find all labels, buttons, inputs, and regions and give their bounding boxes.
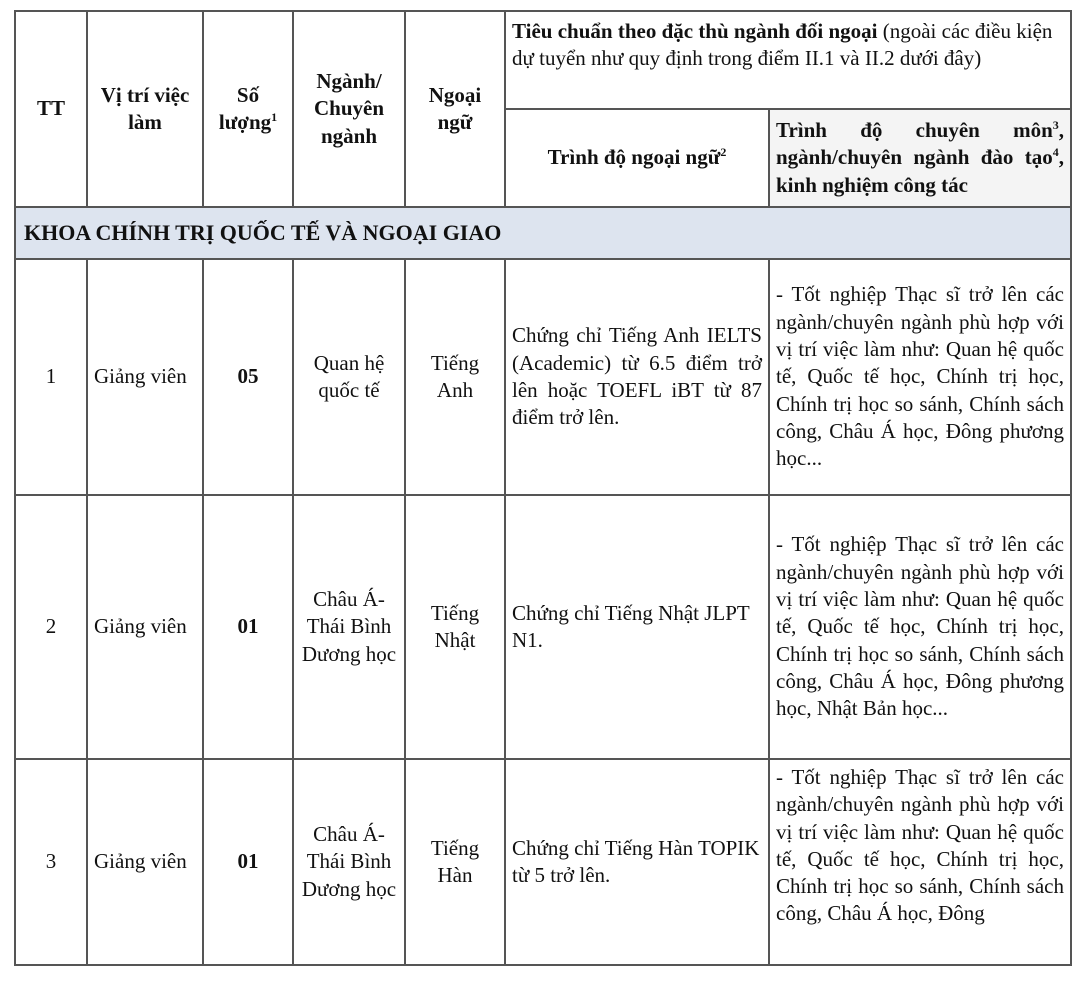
row-tt: 1 xyxy=(15,259,87,495)
row-language: Tiếng Hàn xyxy=(405,759,505,965)
col-header-language: Ngoại ngữ xyxy=(405,11,505,207)
row-quantity: 05 xyxy=(203,259,293,495)
section-row xyxy=(15,207,1071,259)
row-tt: 3 xyxy=(15,759,87,965)
row-position: Giảng viên xyxy=(87,495,203,759)
footnote-mark: 1 xyxy=(271,110,278,124)
criteria-note: (ngoài các điều kiện dự tuyển như quy định trong điểm II.1 và II.2 dưới đây) xyxy=(512,19,1053,71)
criteria-title: Tiêu chuẩn theo đặc thù ngành đối ngoại xyxy=(512,19,878,43)
footnote-mark: 2 xyxy=(720,145,727,160)
lang-level-label: Trình độ ngoại ngữ xyxy=(547,145,721,170)
row-lang-level: Chứng chỉ Tiếng Nhật JLPT N1. xyxy=(505,495,769,759)
col-header-major: Ngành/ Chuyên ngành xyxy=(293,11,405,207)
row-position: Giảng viên xyxy=(87,259,203,495)
row-major: Châu Á- Thái Bình Dương học xyxy=(293,759,405,965)
row-requirements: - Tốt nghiệp Thạc sĩ trở lên các ngành/chuyên ngành phù hợp với vị trí việc làm như: Quan hệ quốc tế, Quốc tế học, Chính trị học, Chính trị học so sánh, Chính sách công, Châu Á học, Đông xyxy=(769,759,1071,965)
quantity-label: Số lượng xyxy=(218,82,272,134)
row-tt: 2 xyxy=(15,495,87,759)
footnote-mark: 3 xyxy=(1052,118,1059,133)
col-header-criteria xyxy=(505,11,1071,109)
col-header-position: Vị trí việc làm xyxy=(87,11,203,207)
row-requirements: - Tốt nghiệp Thạc sĩ trở lên các ngành/chuyên ngành phù hợp với vị trí việc làm như: Quan hệ quốc tế, Quốc tế học, Chính trị học, Chính trị học so sánh, Chính sách công, Châu Á học, Đông phương học, Nhật Bản học... xyxy=(769,495,1071,759)
expertise-label-c: , kinh nghiệm công tác xyxy=(776,145,1064,197)
table-row xyxy=(15,759,1071,965)
recruitment-table xyxy=(14,10,1072,966)
row-quantity: 01 xyxy=(203,495,293,759)
col-header-quantity xyxy=(203,11,293,207)
footnote-mark: 4 xyxy=(1052,145,1059,160)
section-title: KHOA CHÍNH TRỊ QUỐC TẾ VÀ NGOẠI GIAO xyxy=(15,207,1071,259)
col-header-lang-level xyxy=(505,109,769,207)
row-major: Châu Á- Thái Bình Dương học xyxy=(293,495,405,759)
row-requirements: - Tốt nghiệp Thạc sĩ trở lên các ngành/chuyên ngành phù hợp với vị trí việc làm như: Quan hệ quốc tế, Quốc tế học, Chính trị học, Chính trị học so sánh, Chính sách công, Châu Á học, Đông phương học... xyxy=(769,259,1071,495)
expertise-label-b: , ngành/chuyên ngành đào tạo xyxy=(776,118,1064,170)
row-language: Tiếng Anh xyxy=(405,259,505,495)
row-lang-level: Chứng chỉ Tiếng Hàn TOPIK từ 5 trở lên. xyxy=(505,759,769,965)
row-language: Tiếng Nhật xyxy=(405,495,505,759)
header-row-1 xyxy=(15,11,1071,109)
expertise-label-a: Trình độ chuyên môn xyxy=(776,118,1053,143)
col-header-expertise xyxy=(769,109,1071,207)
table-row xyxy=(15,495,1071,759)
row-lang-level: Chứng chỉ Tiếng Anh IELTS (Academic) từ 6.5 điểm trở lên hoặc TOEFL iBT từ 87 điểm trở lên. xyxy=(505,259,769,495)
row-quantity: 01 xyxy=(203,759,293,965)
row-position: Giảng viên xyxy=(87,759,203,965)
table-row xyxy=(15,259,1071,495)
row-major: Quan hệ quốc tế xyxy=(293,259,405,495)
col-header-tt: TT xyxy=(15,11,87,207)
